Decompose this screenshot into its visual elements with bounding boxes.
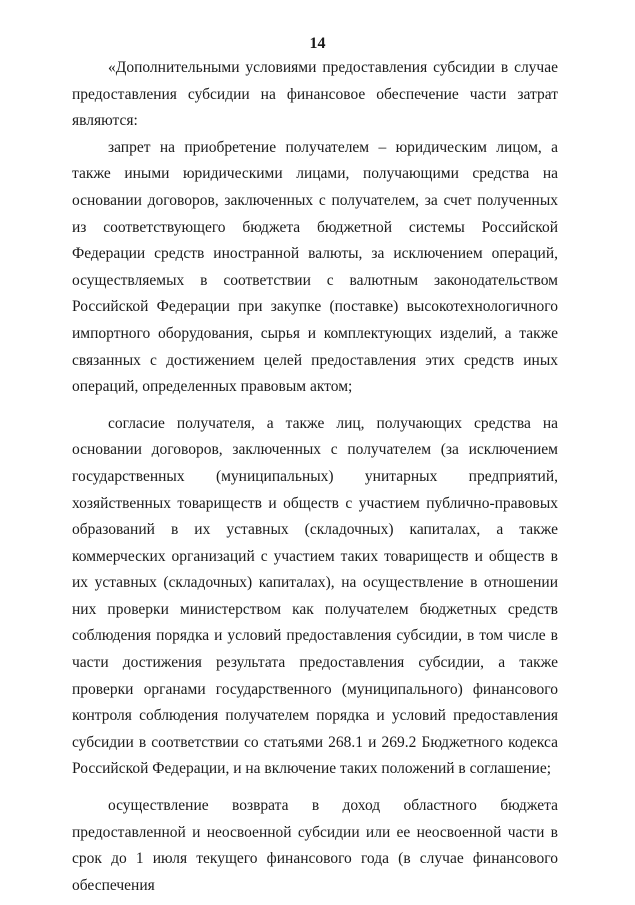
paragraph-currency-ban: запрет на приобретение получателем – юридическим лицом, а также иными юридическими лицами, получающими средства на основании договоров, заключенных с получателем, за счет полученных из соответствующего бюджета бюджетной системы Российской Федерации средств иностранной валюты, за исключением операций, осуществляемых в соответствии с валютным законодательством Российской Федерации при закупке (поставке) высокотехнологичного импортного оборудования, сырья и комплектующих изделий, а также связанных с достижением целей предоставления этих средств иных операций, определенных правовым актом; bbox=[72, 138, 558, 396]
document-body bbox=[72, 55, 558, 899]
paragraph-refund-terms: осуществление возврата в доход областного бюджета предоставленной и неосвоенной субсидии или ее неосвоенной части в срок до 1 июля текущего финансового года (в случае финансового обеспечения bbox=[72, 797, 558, 894]
paragraph-inspection-consent: согласие получателя, а также лиц, получающих средства на основании договоров, заключенных с получателем (за исключением государственных (муниципальных) унитарных предприятий, хозяйственных товариществ и обществ с участием публично-правовых образований в их уставных (складочных) капиталах, а также коммерческих организаций с участием таких товариществ и обществ в их уставных (складочных) капиталах), на осуществление в отношении них проверки министерством как получателем бюджетных средств соблюдения порядка и условий предоставления субсидии, в том числе в части достижения результата предоставления субсидии, а также проверки органами государственного (муниципального) финансового контроля соблюдения получателем порядка и условий предоставления субсидии в соответствии со статьями 268.1 и 269.2 Бюджетного кодекса Российской Федерации, и на включение таких положений в соглашение; bbox=[72, 414, 558, 778]
paragraph-intro: «Дополнительными условиями предоставления субсидии в случае предоставления субсидии на финансовое обеспечение части затрат являются: bbox=[72, 59, 558, 130]
page-number: 14 bbox=[309, 35, 326, 52]
